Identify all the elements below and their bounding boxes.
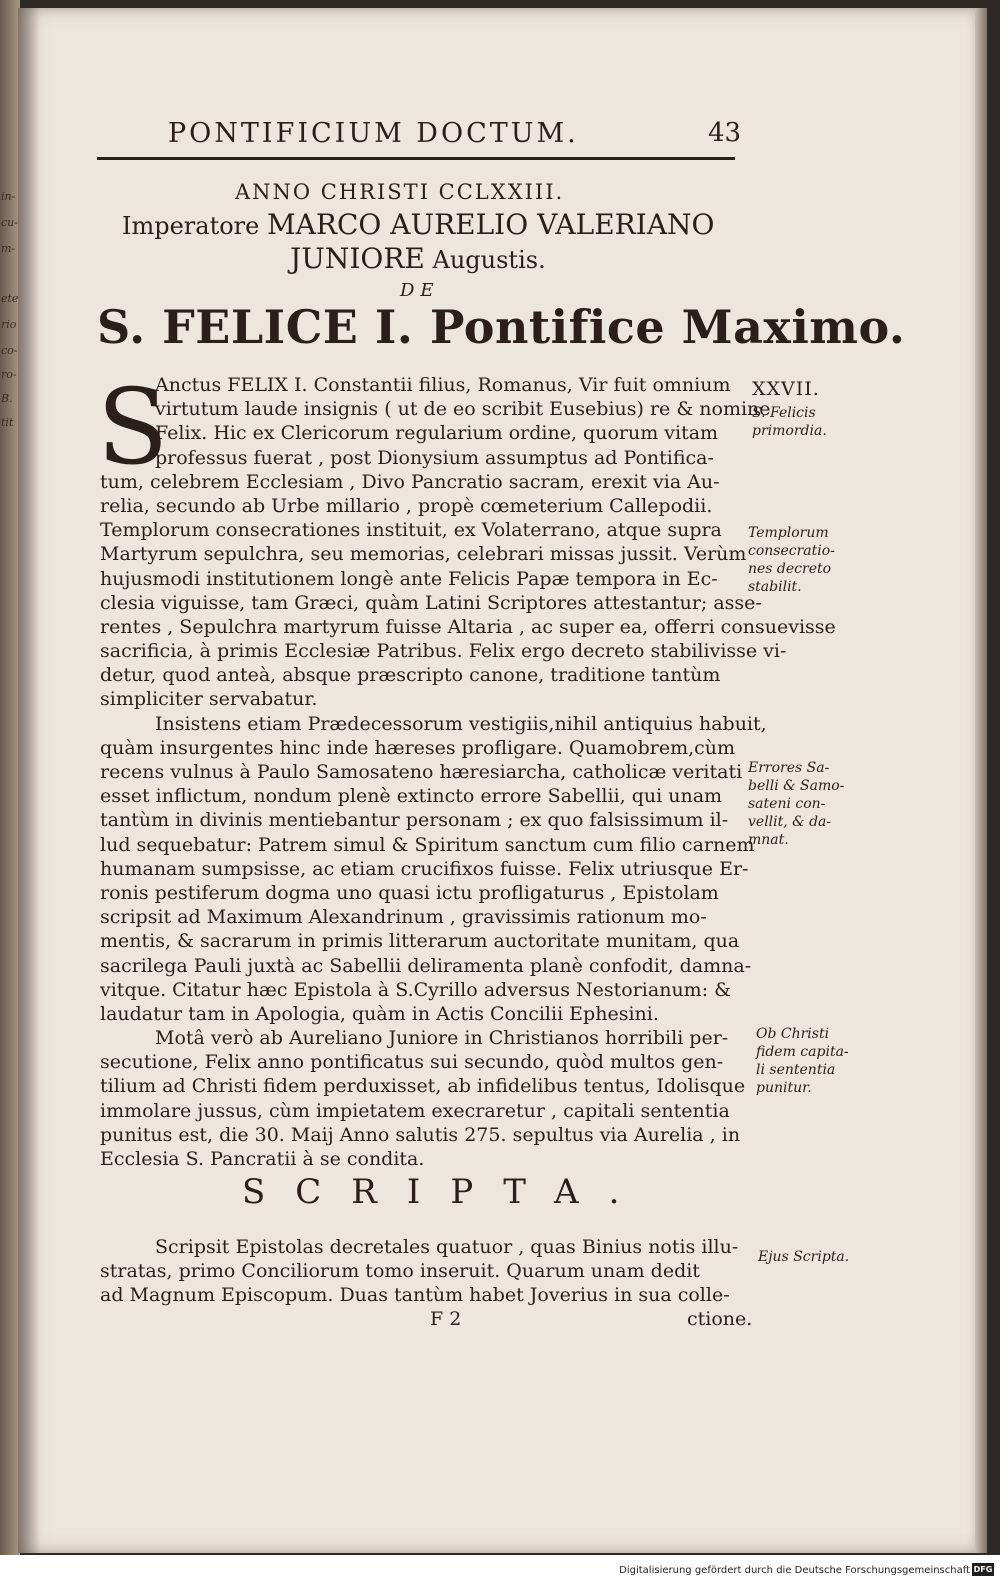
body-line: Anctus FELIX I. Constantii filius, Romanus, Vir fuit omnium bbox=[155, 374, 731, 396]
margin-line: sateni con- bbox=[748, 796, 826, 812]
body-line: sacrilega Pauli juxtà ac Sabellii deliramenta planè confodit, damna- bbox=[100, 954, 752, 977]
margin-note-christi bbox=[756, 1025, 849, 1097]
margin-line: Ejus Scripta. bbox=[758, 1249, 850, 1265]
margin-note-felicis bbox=[752, 404, 827, 440]
catchword: ctione. bbox=[687, 1308, 753, 1330]
margin-line: Templorum bbox=[748, 525, 829, 541]
margin-line: Errores Sa- bbox=[748, 760, 830, 776]
emperor-line-2 bbox=[290, 242, 546, 275]
body-line: professus fuerat , post Dionysium assumptus ad Pontifica- bbox=[155, 446, 714, 469]
emperor-line-1 bbox=[122, 208, 715, 241]
margin-chapter-number: XXVII. bbox=[752, 378, 820, 400]
margin-line: fidem capita- bbox=[756, 1044, 849, 1060]
body-line: tilium ad Christi fidem perduxisset, ab infidelibus tentus, Idolisque bbox=[100, 1075, 746, 1098]
body-line: recens vulnus à Paulo Samosateno hæresiarcha, catholicæ veritati bbox=[100, 761, 743, 783]
footer-credit: Digitalisierung gefördert durch die Deutsche Forschungsgemeinschaft bbox=[619, 1565, 970, 1576]
margin-line: vellit, & da- bbox=[748, 814, 832, 830]
body-line: hujusmodi institutionem longè ante Felicis Papæ tempora in Ec- bbox=[100, 567, 718, 590]
scripta-text bbox=[100, 1235, 750, 1308]
scripta-line: stratas, primo Conciliorum tomo inseruit. Quarum unam dedit bbox=[100, 1260, 700, 1283]
body-line: mentis, & sacrarum in primis litterarum auctoritate munitam, qua bbox=[100, 930, 740, 953]
body-line: detur, quod anteà, absque præscripto canone, traditione tantùm bbox=[100, 664, 721, 687]
prev-fragment: ro- bbox=[1, 368, 17, 381]
body-line: virtutum laude insignis ( ut de eo scribit Eusebius) re & nomine bbox=[155, 398, 771, 421]
signature-mark: F 2 bbox=[430, 1308, 462, 1330]
main-title: S. FELICE I. Pontifice Maximo. bbox=[97, 300, 906, 354]
body-line: tum, celebrem Ecclesiam , Divo Pancratio sacram, erexit via Au- bbox=[100, 470, 720, 493]
scripta-line: Scripsit Epistolas decretales quatuor , quas Binius notis illu- bbox=[155, 1236, 739, 1258]
prev-fragment: cu- bbox=[1, 216, 18, 229]
body-line: Insistens etiam Prædecessorum vestigiis,nihil antiquius habuit, bbox=[155, 712, 767, 735]
body-line: clesia viguisse, tam Græci, quàm Latini Scriptores attestantur; asse- bbox=[100, 591, 762, 614]
dfg-logo: DFG bbox=[973, 1565, 993, 1574]
prev-fragment: B. bbox=[1, 392, 13, 405]
body-line: Felix. Hic ex Clericorum regularium ordine, quorum vitam bbox=[155, 422, 719, 445]
body-line: simpliciter servabatur. bbox=[100, 688, 318, 711]
section-heading-scripta: SCRIPTA. bbox=[242, 1172, 650, 1212]
margin-note-scripta bbox=[758, 1248, 849, 1266]
body-line: esset inflictum, nondum plenè extincto errore Sabellii, qui unam bbox=[100, 785, 723, 808]
body-line: quàm insurgentes hinc inde hæreses profligare. Quamobrem,cùm bbox=[100, 736, 736, 759]
margin-line: primordia. bbox=[752, 423, 827, 439]
page-number: 43 bbox=[708, 118, 742, 148]
body-line: vitque. Citatur hæc Epistola à S.Cyrillo adversus Nestorianum: & bbox=[100, 978, 732, 1001]
body-line: Motâ verò ab Aureliano Juniore in Christianos horribili per- bbox=[155, 1027, 729, 1050]
prev-fragment: in- bbox=[1, 190, 16, 203]
prev-fragment: co- bbox=[1, 344, 18, 357]
body-line: humanam sumpsisse, ac etiam crucifixos fuisse. Felix utriusque Er- bbox=[100, 857, 749, 880]
anno-line: ANNO CHRISTI CCLXXIII. bbox=[235, 180, 565, 204]
body-line: lud sequebatur: Patrem simul & Spiritum sanctum cum filio carnem bbox=[100, 833, 755, 856]
body-line: scripsit ad Maximum Alexandrinum , gravissimis rationum mo- bbox=[100, 906, 707, 929]
body-line: punitus est, die 30. Maij Anno salutis 275. sepultus via Aurelia , in bbox=[100, 1123, 741, 1146]
gutter-shadow bbox=[18, 8, 40, 1553]
margin-line: nes decreto bbox=[748, 561, 832, 577]
previous-page-edge bbox=[0, 0, 20, 1555]
imperatore-prefix: Imperatore bbox=[122, 212, 260, 240]
scripta-line: ad Magnum Episcopum. Duas tantùm habet Joverius in sua colle- bbox=[100, 1284, 730, 1307]
body-line: relia, secundo ab Urbe millario , propè cœmeterium Callepodii. bbox=[100, 494, 713, 517]
margin-line: belli & Samo- bbox=[748, 778, 845, 794]
margin-line: stabilit. bbox=[748, 579, 802, 595]
header-rule bbox=[97, 157, 735, 160]
body-line: ronis pestiferum dogma uno quasi ictu profligaturus , Epistolam bbox=[100, 881, 719, 904]
margin-note-templorum bbox=[748, 524, 835, 596]
running-head-title: PONTIFICIUM DOCTUM. bbox=[168, 118, 579, 149]
body-line: rentes , Sepulchra martyrum fuisse Altaria , ac super ea, offerri consuevisse bbox=[100, 615, 836, 638]
de-line: DE bbox=[400, 280, 440, 301]
prev-fragment: rio bbox=[1, 318, 17, 331]
margin-line: Ob Christi bbox=[756, 1026, 830, 1042]
margin-line: punitur. bbox=[756, 1080, 812, 1096]
prev-fragment: ete bbox=[1, 292, 19, 305]
margin-line: mnat. bbox=[748, 832, 789, 848]
body-line: Templorum consecrationes instituit, ex Volaterrano, atque supra bbox=[100, 519, 722, 542]
margin-line: consecratio- bbox=[748, 543, 835, 559]
body-line: Martyrum sepulchra, seu memorias, celebrari missas jussit. Verùm bbox=[100, 543, 747, 566]
page-fore-edge bbox=[975, 8, 987, 1553]
augustis: Augustis. bbox=[432, 246, 546, 274]
prev-fragment: m- bbox=[1, 242, 16, 255]
body-line: laudatur tam in Apologia, quàm in Actis Concilii Ephesini. bbox=[100, 1002, 659, 1025]
margin-note-errores bbox=[748, 759, 844, 849]
drop-capital: S bbox=[97, 366, 169, 488]
body-line: tantùm in divinis mentiebantur personam ; ex quo falsissimum il- bbox=[100, 809, 729, 832]
emperor-name-1: MARCO AURELIO VALERIANO bbox=[267, 208, 715, 241]
body-line: immolare jussus, cùm impietatem execraretur , capitali sententia bbox=[100, 1099, 730, 1122]
margin-line: S. Felicis bbox=[752, 405, 816, 421]
prev-fragment: tit bbox=[1, 416, 14, 429]
margin-line: li sententia bbox=[756, 1062, 836, 1078]
emperor-name-2: JUNIORE bbox=[290, 242, 425, 275]
body-line: sacrificia, à primis Ecclesiæ Patribus. Felix ergo decreto stabilivisse vi- bbox=[100, 640, 787, 663]
body-line: Ecclesia S. Pancratii à se condita. bbox=[100, 1148, 425, 1170]
body-line: secutione, Felix anno pontificatus sui secundo, quòd multos gen- bbox=[100, 1051, 724, 1074]
